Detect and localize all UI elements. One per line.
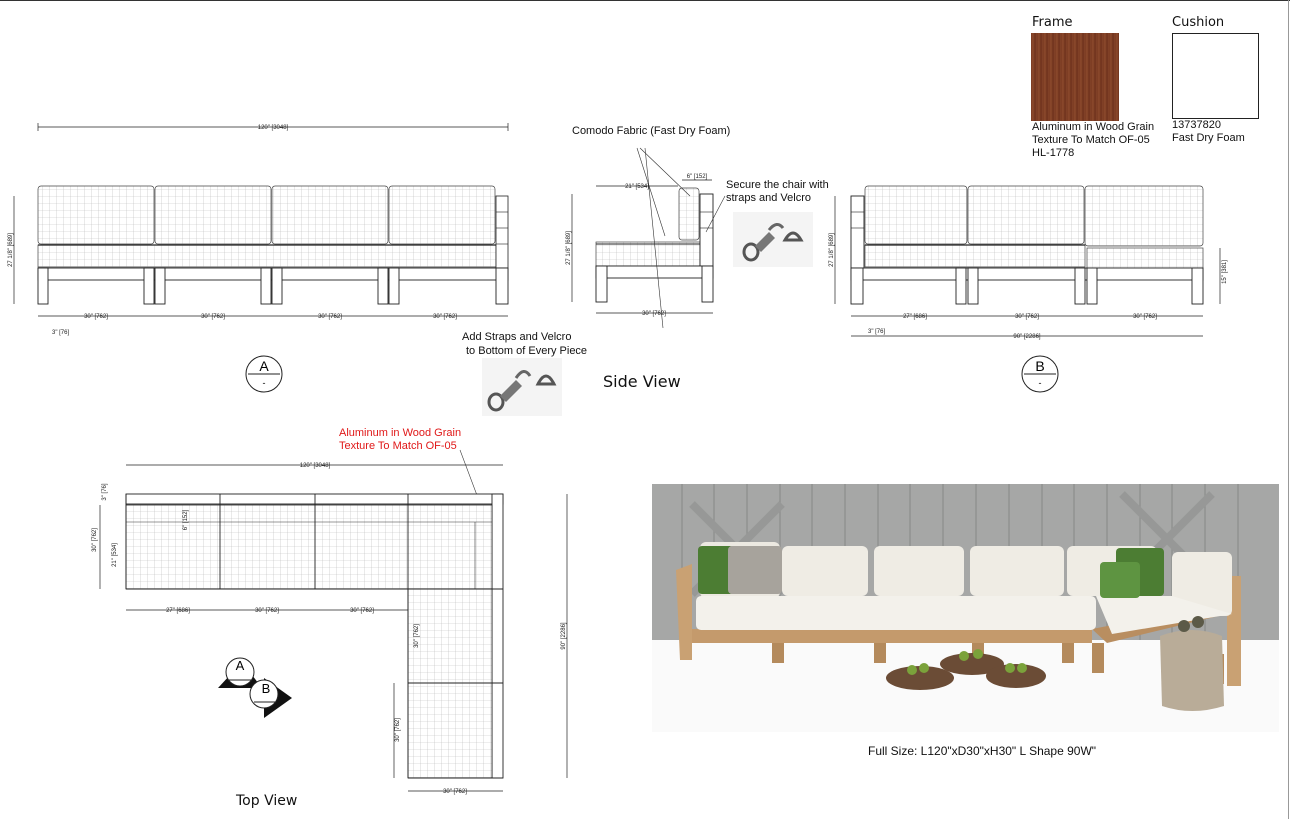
elev-a-arm-width: 3" [76] <box>52 330 70 336</box>
elev-a-marker: A <box>259 358 269 374</box>
elev-a-marker-sub: - <box>262 378 266 388</box>
cushion-code: 13737820 <box>1172 119 1221 131</box>
top-view <box>92 450 567 795</box>
elev-a-height: 27 1/8" [689] <box>8 233 14 267</box>
top-frame-note-2: Texture To Match OF-05 <box>339 440 457 452</box>
elev-b-module-1: 27" [686] <box>903 314 927 320</box>
side-height: 27 1/8" [689] <box>566 231 572 265</box>
side-back-thickness: 6" [152] <box>686 174 708 180</box>
top-bottom-width-1: 27" [686] <box>166 608 190 614</box>
elev-b-overall-width: 90" [2286] <box>1013 334 1041 340</box>
elev-b-module-2: 30" [762] <box>1015 314 1039 320</box>
product-photo <box>652 484 1279 732</box>
cushion-desc: Fast Dry Foam <box>1172 132 1245 144</box>
side-seat-depth: 21" [534] <box>625 184 649 190</box>
top-marker-a: A <box>235 658 245 673</box>
top-view-title: Top View <box>236 793 298 809</box>
top-depth: 30" [762] <box>92 528 98 552</box>
top-bottom-width-3: 30" [762] <box>350 608 374 614</box>
elev-b-height: 27 1/8" [689] <box>829 233 835 267</box>
elev-b-module-3: 30" [762] <box>1133 314 1157 320</box>
elev-a-module-3: 30" [762] <box>318 314 342 320</box>
section-markers <box>218 658 292 718</box>
top-marker-b: B <box>261 681 271 696</box>
frame-desc-1: Aluminum in Wood Grain <box>1032 121 1155 133</box>
top-overall-width: 120" [3048] <box>299 463 331 469</box>
elev-b-seat-height: 15" [381] <box>1222 260 1228 284</box>
elev-b-marker-sub: - <box>1038 378 1042 388</box>
secure-note-2: straps and Velcro <box>726 192 811 204</box>
top-back-depth: 6" [152] <box>183 509 189 531</box>
top-arm-depth: 3" [76] <box>102 483 108 501</box>
elev-a-cushions <box>38 186 508 268</box>
side-depth: 30" [762] <box>642 311 666 317</box>
fabric-note: Comodo Fabric (Fast Dry Foam) <box>572 125 731 137</box>
elevation-a <box>8 123 508 392</box>
elev-b-marker: B <box>1035 358 1045 374</box>
frame-heading: Frame <box>1032 15 1073 30</box>
side-view <box>566 148 725 328</box>
top-leg-depth: 30" [762] <box>414 624 420 648</box>
top-bottom-width-2: 30" [762] <box>255 608 279 614</box>
top-frame-note-1: Aluminum in Wood Grain <box>339 427 462 439</box>
elevation-b <box>829 186 1228 392</box>
cushion-heading: Cushion <box>1172 15 1225 30</box>
top-seat-depth: 21" [534] <box>112 543 118 567</box>
hardware-image-bottom <box>482 358 562 416</box>
frame-code: HL-1778 <box>1032 147 1075 159</box>
top-corner-depth: 30" [762] <box>395 718 401 742</box>
elev-a-overall-width: 120" [3048] <box>257 125 289 131</box>
elev-a-frame <box>38 268 508 304</box>
frame-desc-2: Texture To Match OF-05 <box>1032 134 1150 146</box>
straps-note-1: Add Straps and Velcro <box>462 331 572 343</box>
top-bottom-width: 30" [762] <box>443 789 467 795</box>
photo-caption: Full Size: L120"xD30"xH30" L Shape 90W" <box>868 744 1097 758</box>
elev-a-module-1: 30" [762] <box>84 314 108 320</box>
hardware-image-secure <box>733 212 813 267</box>
top-overall-length: 90" [2286] <box>561 622 567 650</box>
elev-a-module-2: 30" [762] <box>201 314 225 320</box>
elev-a-module-4: 30" [762] <box>433 314 457 320</box>
secure-note-1: Secure the chair with <box>726 179 829 191</box>
side-view-title: Side View <box>603 372 681 391</box>
elev-b-arm-width: 3" [76] <box>868 329 886 335</box>
straps-note-2: to Bottom of Every Piece <box>466 345 588 357</box>
